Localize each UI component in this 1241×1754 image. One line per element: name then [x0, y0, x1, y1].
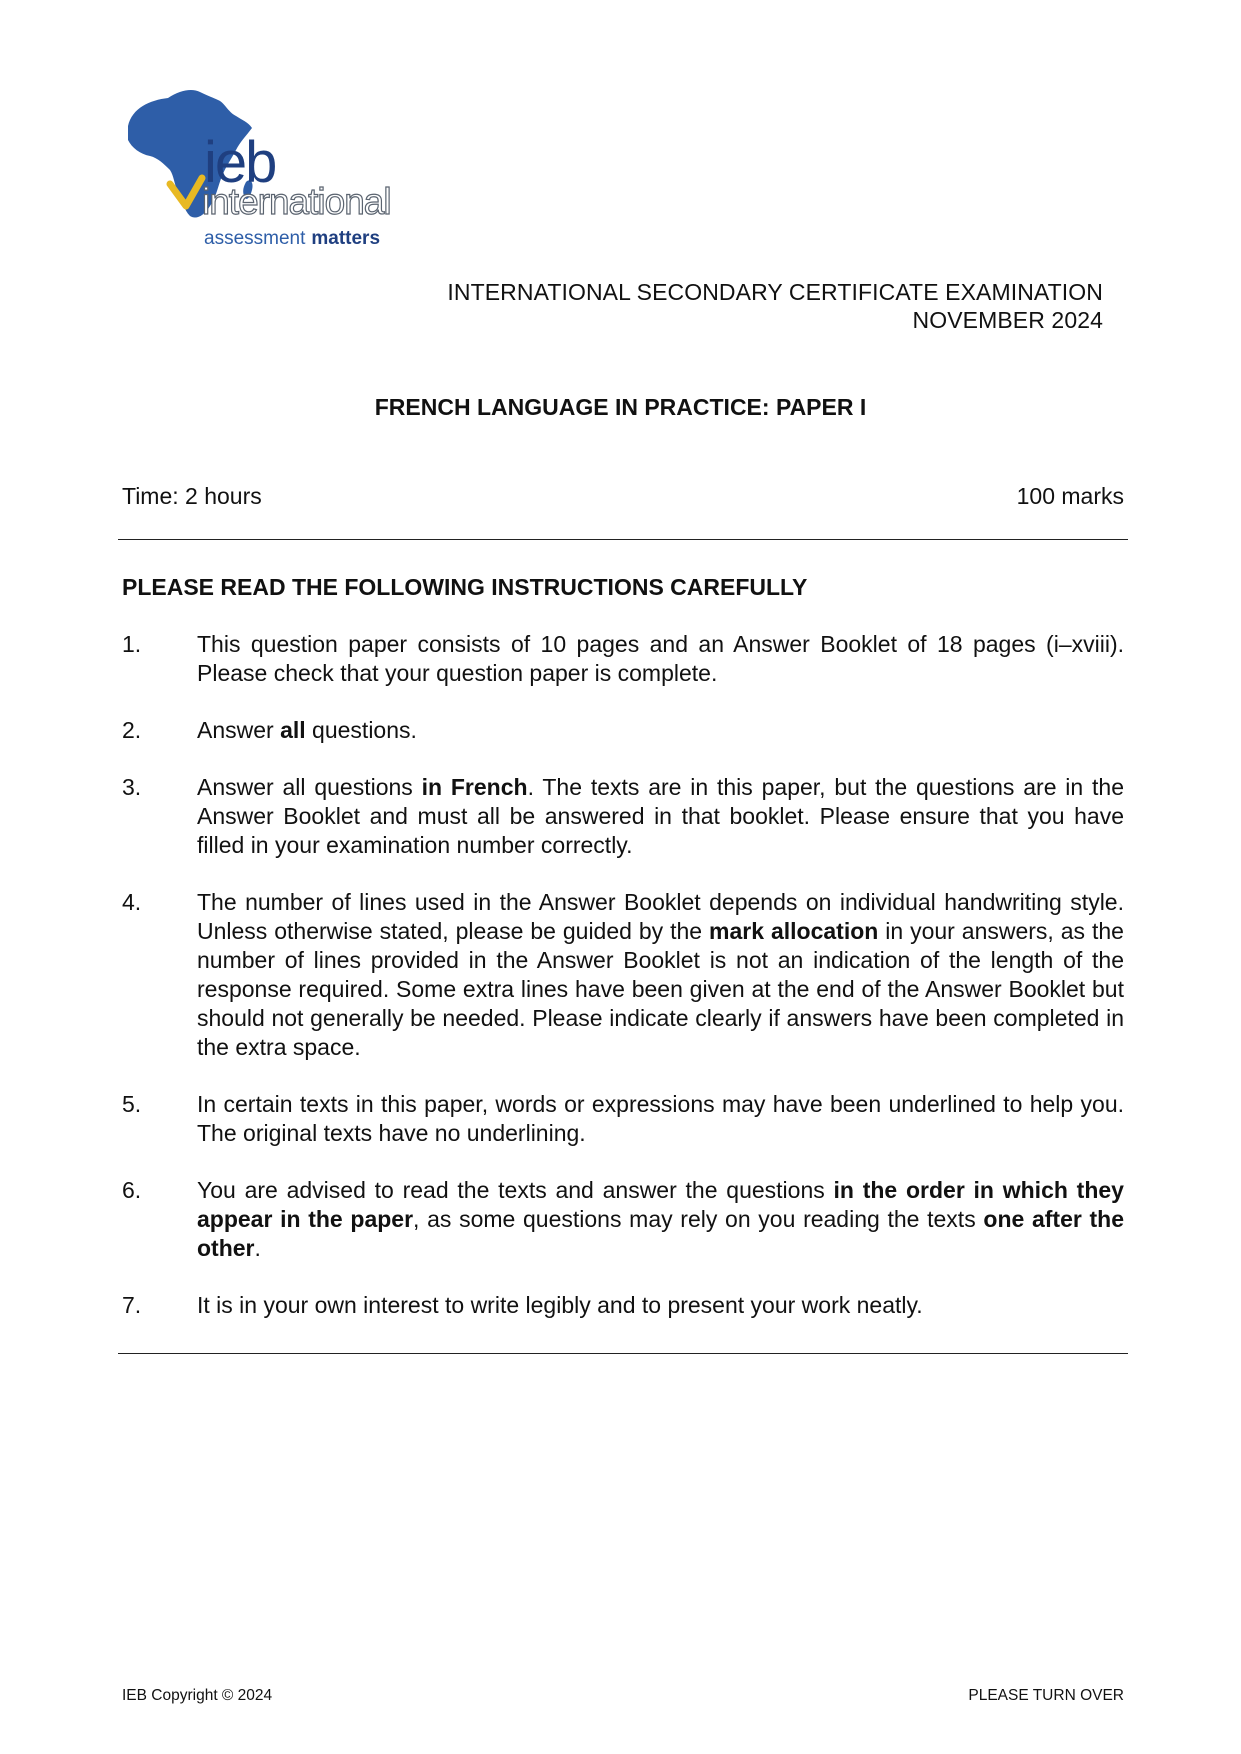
- exam-date: NOVEMBER 2024: [912, 307, 1103, 333]
- instruction-text: [197, 1090, 1124, 1148]
- instruction-number: 1.: [122, 631, 142, 657]
- bottom-divider: [118, 1353, 1128, 1354]
- logo-subtitle-text: international: [202, 181, 391, 222]
- logo-tagline-bold: matters: [311, 228, 381, 249]
- instruction-item: [122, 1090, 1124, 1148]
- instruction-text-run: . The texts are in this paper, but the questions are in the Answer Booklet and must all be answered in that booklet. Please ensure that you have filled in your examination number correctly.: [197, 774, 1124, 858]
- instruction-item: [122, 1291, 1124, 1320]
- instruction-text-run: You are advised to read the texts and answer the questions: [197, 1177, 834, 1203]
- instruction-text: [197, 773, 1124, 860]
- instruction-text-run: questions.: [305, 717, 417, 743]
- top-divider: [118, 539, 1128, 540]
- instruction-emphasis: all: [280, 717, 306, 743]
- instruction-text: [197, 1291, 1124, 1320]
- instruction-text: [197, 716, 1124, 745]
- instruction-emphasis: mark allocation: [709, 918, 879, 944]
- exam-header: [447, 278, 1103, 334]
- instruction-item: [122, 1176, 1124, 1263]
- time-marks-row: [122, 483, 1124, 510]
- instruction-number: 3.: [122, 774, 142, 800]
- instruction-text: [197, 888, 1124, 1062]
- instruction-item: [122, 630, 1124, 688]
- instruction-text-run: Answer: [197, 717, 281, 743]
- instruction-text-run: Answer all questions: [197, 774, 422, 800]
- instruction-number: 2.: [122, 717, 142, 743]
- instructions-list: [122, 630, 1124, 1348]
- logo-tagline-plain: assessment: [204, 228, 306, 249]
- ieb-international-logo: [118, 86, 438, 256]
- instruction-text-run: The number of lines used in the Answer Booklet depends on individual handwriting style. Unless otherwise stated, please be guided by the: [197, 889, 1124, 944]
- instruction-item: [122, 773, 1124, 860]
- paper-title: FRENCH LANGUAGE IN PRACTICE: PAPER I: [374, 394, 867, 420]
- footer-copyright: IEB Copyright © 2024: [122, 1687, 273, 1704]
- instruction-text-run: This question paper consists of 10 pages and an Answer Booklet of 18 pages (i–xviii). Please check that your question paper is complete.: [197, 631, 1124, 686]
- instruction-emphasis: in French: [421, 774, 528, 800]
- logo-tagline: [204, 228, 380, 249]
- instruction-text-run: .: [254, 1235, 261, 1261]
- exam-name: INTERNATIONAL SECONDARY CERTIFICATE EXAMINATION: [447, 279, 1103, 305]
- instruction-emphasis: in the order in which they appear in the paper: [197, 1177, 1124, 1232]
- instruction-number: 4.: [122, 889, 142, 915]
- instruction-emphasis: one after the other: [197, 1206, 1124, 1261]
- total-marks: 100 marks: [1016, 483, 1124, 509]
- logo-brand-text: ieb: [204, 130, 276, 195]
- instruction-text-run: In certain texts in this paper, words or expressions may have been underlined to help you. The original texts have no underlining.: [197, 1091, 1124, 1146]
- instruction-number: 7.: [122, 1292, 142, 1318]
- footer-turn-over: PLEASE TURN OVER: [968, 1687, 1124, 1704]
- instruction-number: 6.: [122, 1177, 142, 1203]
- instruction-text: [197, 630, 1124, 688]
- instruction-item: [122, 888, 1124, 1062]
- instructions-heading: PLEASE READ THE FOLLOWING INSTRUCTIONS CAREFULLY: [122, 574, 808, 600]
- instruction-text-run: , as some questions may rely on you reading the texts: [413, 1206, 984, 1232]
- instruction-number: 5.: [122, 1091, 142, 1117]
- instruction-text-run: in your answers, as the number of lines provided in the Answer Booklet is not an indication of the length of the response required. Some extra lines have been given at the end of the Answer Booklet but should not generally be needed. Please indicate clearly if answers have been completed in the extra space.: [197, 918, 1124, 1060]
- instruction-text: [197, 1176, 1124, 1263]
- instruction-item: [122, 716, 1124, 745]
- time-allowed: Time: 2 hours: [122, 483, 262, 509]
- logo-graphic: [118, 86, 438, 256]
- instruction-text-run: It is in your own interest to write legibly and to present your work neatly.: [197, 1292, 923, 1318]
